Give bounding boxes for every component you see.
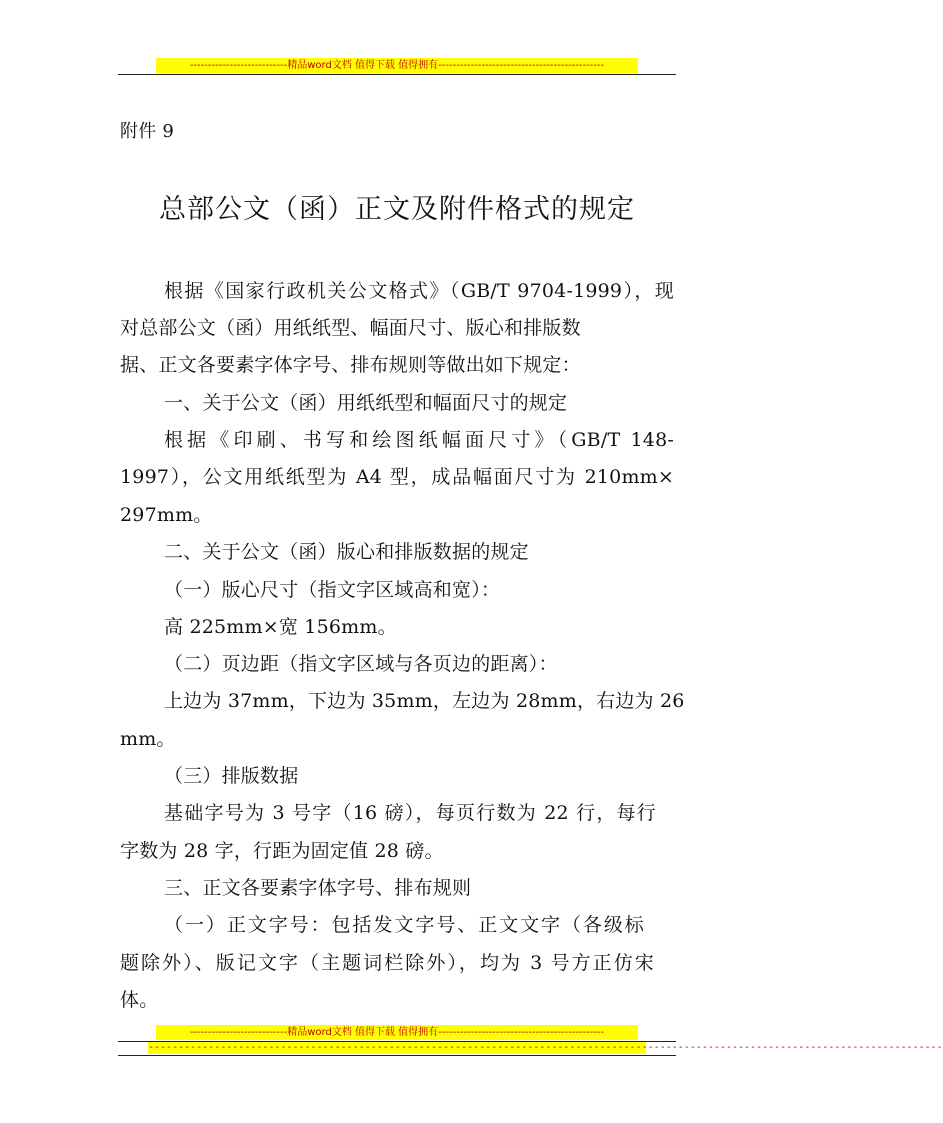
body-line: mm。 (120, 728, 176, 750)
footer-rule-bottom (118, 1055, 676, 1056)
footer-dash-line: ------------------------------------------------------------------------------------------------------------------------------------ (148, 1042, 943, 1053)
header-banner: ---------------------------精品word文档 值得下载 值得拥有---------------------------------------------- (156, 58, 638, 73)
body-line: 高 225mm×宽 156mm。 (164, 616, 397, 638)
header-rule (118, 74, 676, 75)
body-line: 根据《印刷、书写和绘图纸幅面尺寸》（GB/T 148- (164, 429, 674, 451)
body-line: 据、正文各要素字体字号、排布规则等做出如下规定： (120, 354, 581, 376)
subsection-heading: （三）排版数据 (164, 765, 299, 787)
document-title: 总部公文（函）正文及附件格式的规定 (159, 194, 635, 225)
section-heading: 一、关于公文（函）用纸纸型和幅面尺寸的规定 (164, 392, 568, 414)
subsection-heading: （二）页边距（指文字区域与各页边的距离）： (164, 653, 558, 675)
body-line: 题除外）、版记文字（主题词栏除外），均为 3 号方正仿宋 (120, 952, 654, 974)
body-line: 字数为 28 字，行距为固定值 28 磅。 (120, 840, 444, 862)
section-heading: 三、正文各要素字体字号、排布规则 (164, 877, 472, 899)
body-line: 根据《国家行政机关公文格式》（GB/T 9704-1999），现 (164, 280, 674, 302)
body-line: 对总部公文（函）用纸纸型、幅面尺寸、版心和排版数 (120, 317, 581, 339)
subsection-heading: （一）版心尺寸（指文字区域高和宽）： (164, 579, 501, 601)
footer-banner: ---------------------------精品word文档 值得下载 值得拥有---------------------------------------------- (156, 1025, 638, 1040)
section-heading: 二、关于公文（函）版心和排版数据的规定 (164, 541, 529, 563)
body-line: 上边为 37mm，下边为 35mm，左边为 28mm，右边为 26 (164, 690, 685, 712)
body-line: 体。 (120, 989, 159, 1011)
body-line: （一）正文字号：包括发文字号、正文文字（各级标 (164, 914, 644, 936)
body-line: 基础字号为 3 号字（16 磅），每页行数为 22 行，每行 (164, 802, 656, 824)
body-line: 297mm。 (120, 504, 213, 526)
attachment-label: 附件 9 (120, 121, 174, 142)
body-line: 1997），公文用纸纸型为 A4 型，成品幅面尺寸为 210mm× (120, 466, 674, 488)
